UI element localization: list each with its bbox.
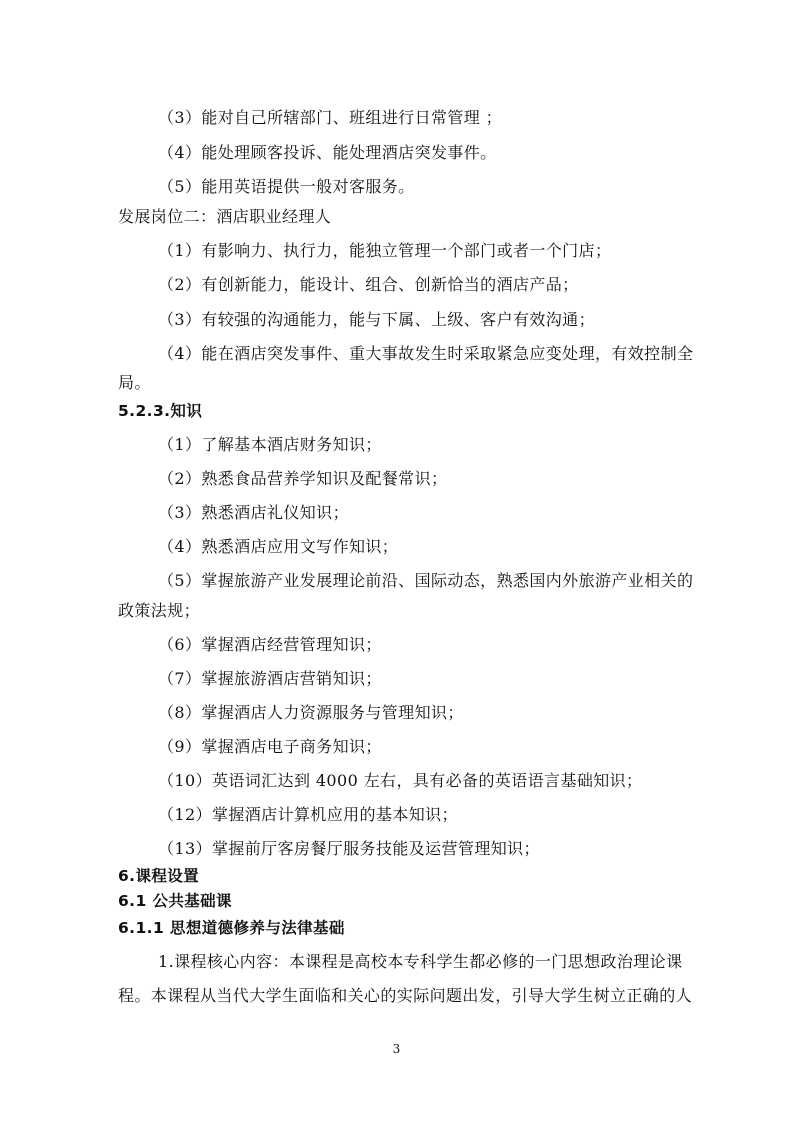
paragraph-line: （3）有较强的沟通能力，能与下属、上级、客户有效沟通； [158,310,595,329]
page-number: 3 [392,1042,401,1056]
list-item: （2）熟悉食品营养学知识及配餐常识； [158,469,448,488]
section-heading: 6.课程设置 [118,867,200,885]
paragraph-line: 局。 [118,373,151,392]
list-item: （1）了解基本酒店财务知识； [158,435,382,454]
section-heading: 6.1 公共基础课 [118,892,232,910]
list-item: （9）掌握酒店电子商务知识； [158,737,382,756]
paragraph-line: （4）能在酒店突发事件、重大事故发生时采取紧急应变处理，有效控制全 [158,344,694,363]
list-item: （13）掌握前厅客房餐厅服务技能及运营管理知识； [158,839,540,858]
paragraph-line: （4）能处理顾客投诉、能处理酒店突发事件。 [158,143,497,162]
section-heading: 5.2.3.知识 [118,402,203,420]
paragraph-line: 程。本课程从当代大学生面临和关心的实际问题出发，引导大学生树立正确的人 [118,986,693,1005]
paragraph-line: （5）能用英语提供一般对客服务。 [158,177,415,196]
section-heading: 发展岗位二：酒店职业经理人 [118,207,332,226]
list-item: （7）掌握旅游酒店营销知识； [158,669,382,688]
list-item: （5）掌握旅游产业发展理论前沿、国际动态，熟悉国内外旅游产业相关的 [158,571,694,590]
section-heading: 6.1.1 思想道德修养与法律基础 [118,919,345,937]
list-item: （4）熟悉酒店应用文写作知识； [158,537,399,556]
list-item-continued: 政策法规； [118,601,201,620]
list-item: （6）掌握酒店经营管理知识； [158,635,382,654]
list-item: （12）掌握酒店计算机应用的基本知识； [158,805,458,824]
list-item: （3）熟悉酒店礼仪知识； [158,503,349,522]
paragraph-line: （2）有创新能力，能设计、组合、创新恰当的酒店产品； [158,275,579,294]
paragraph-line: （3）能对自己所辖部门、班组进行日常管理 ； [158,108,503,127]
list-item: （8）掌握酒店人力资源服务与管理知识； [158,703,464,722]
list-item: （10）英语词汇达到 4000 左右，具有必备的英语语言基础知识； [158,771,643,790]
paragraph-line: 1.课程核心内容：本课程是高校本专科学生都必修的一门思想政治理论课 [158,952,683,971]
paragraph-line: （1）有影响力、执行力，能独立管理一个部门或者一个门店； [158,241,612,260]
